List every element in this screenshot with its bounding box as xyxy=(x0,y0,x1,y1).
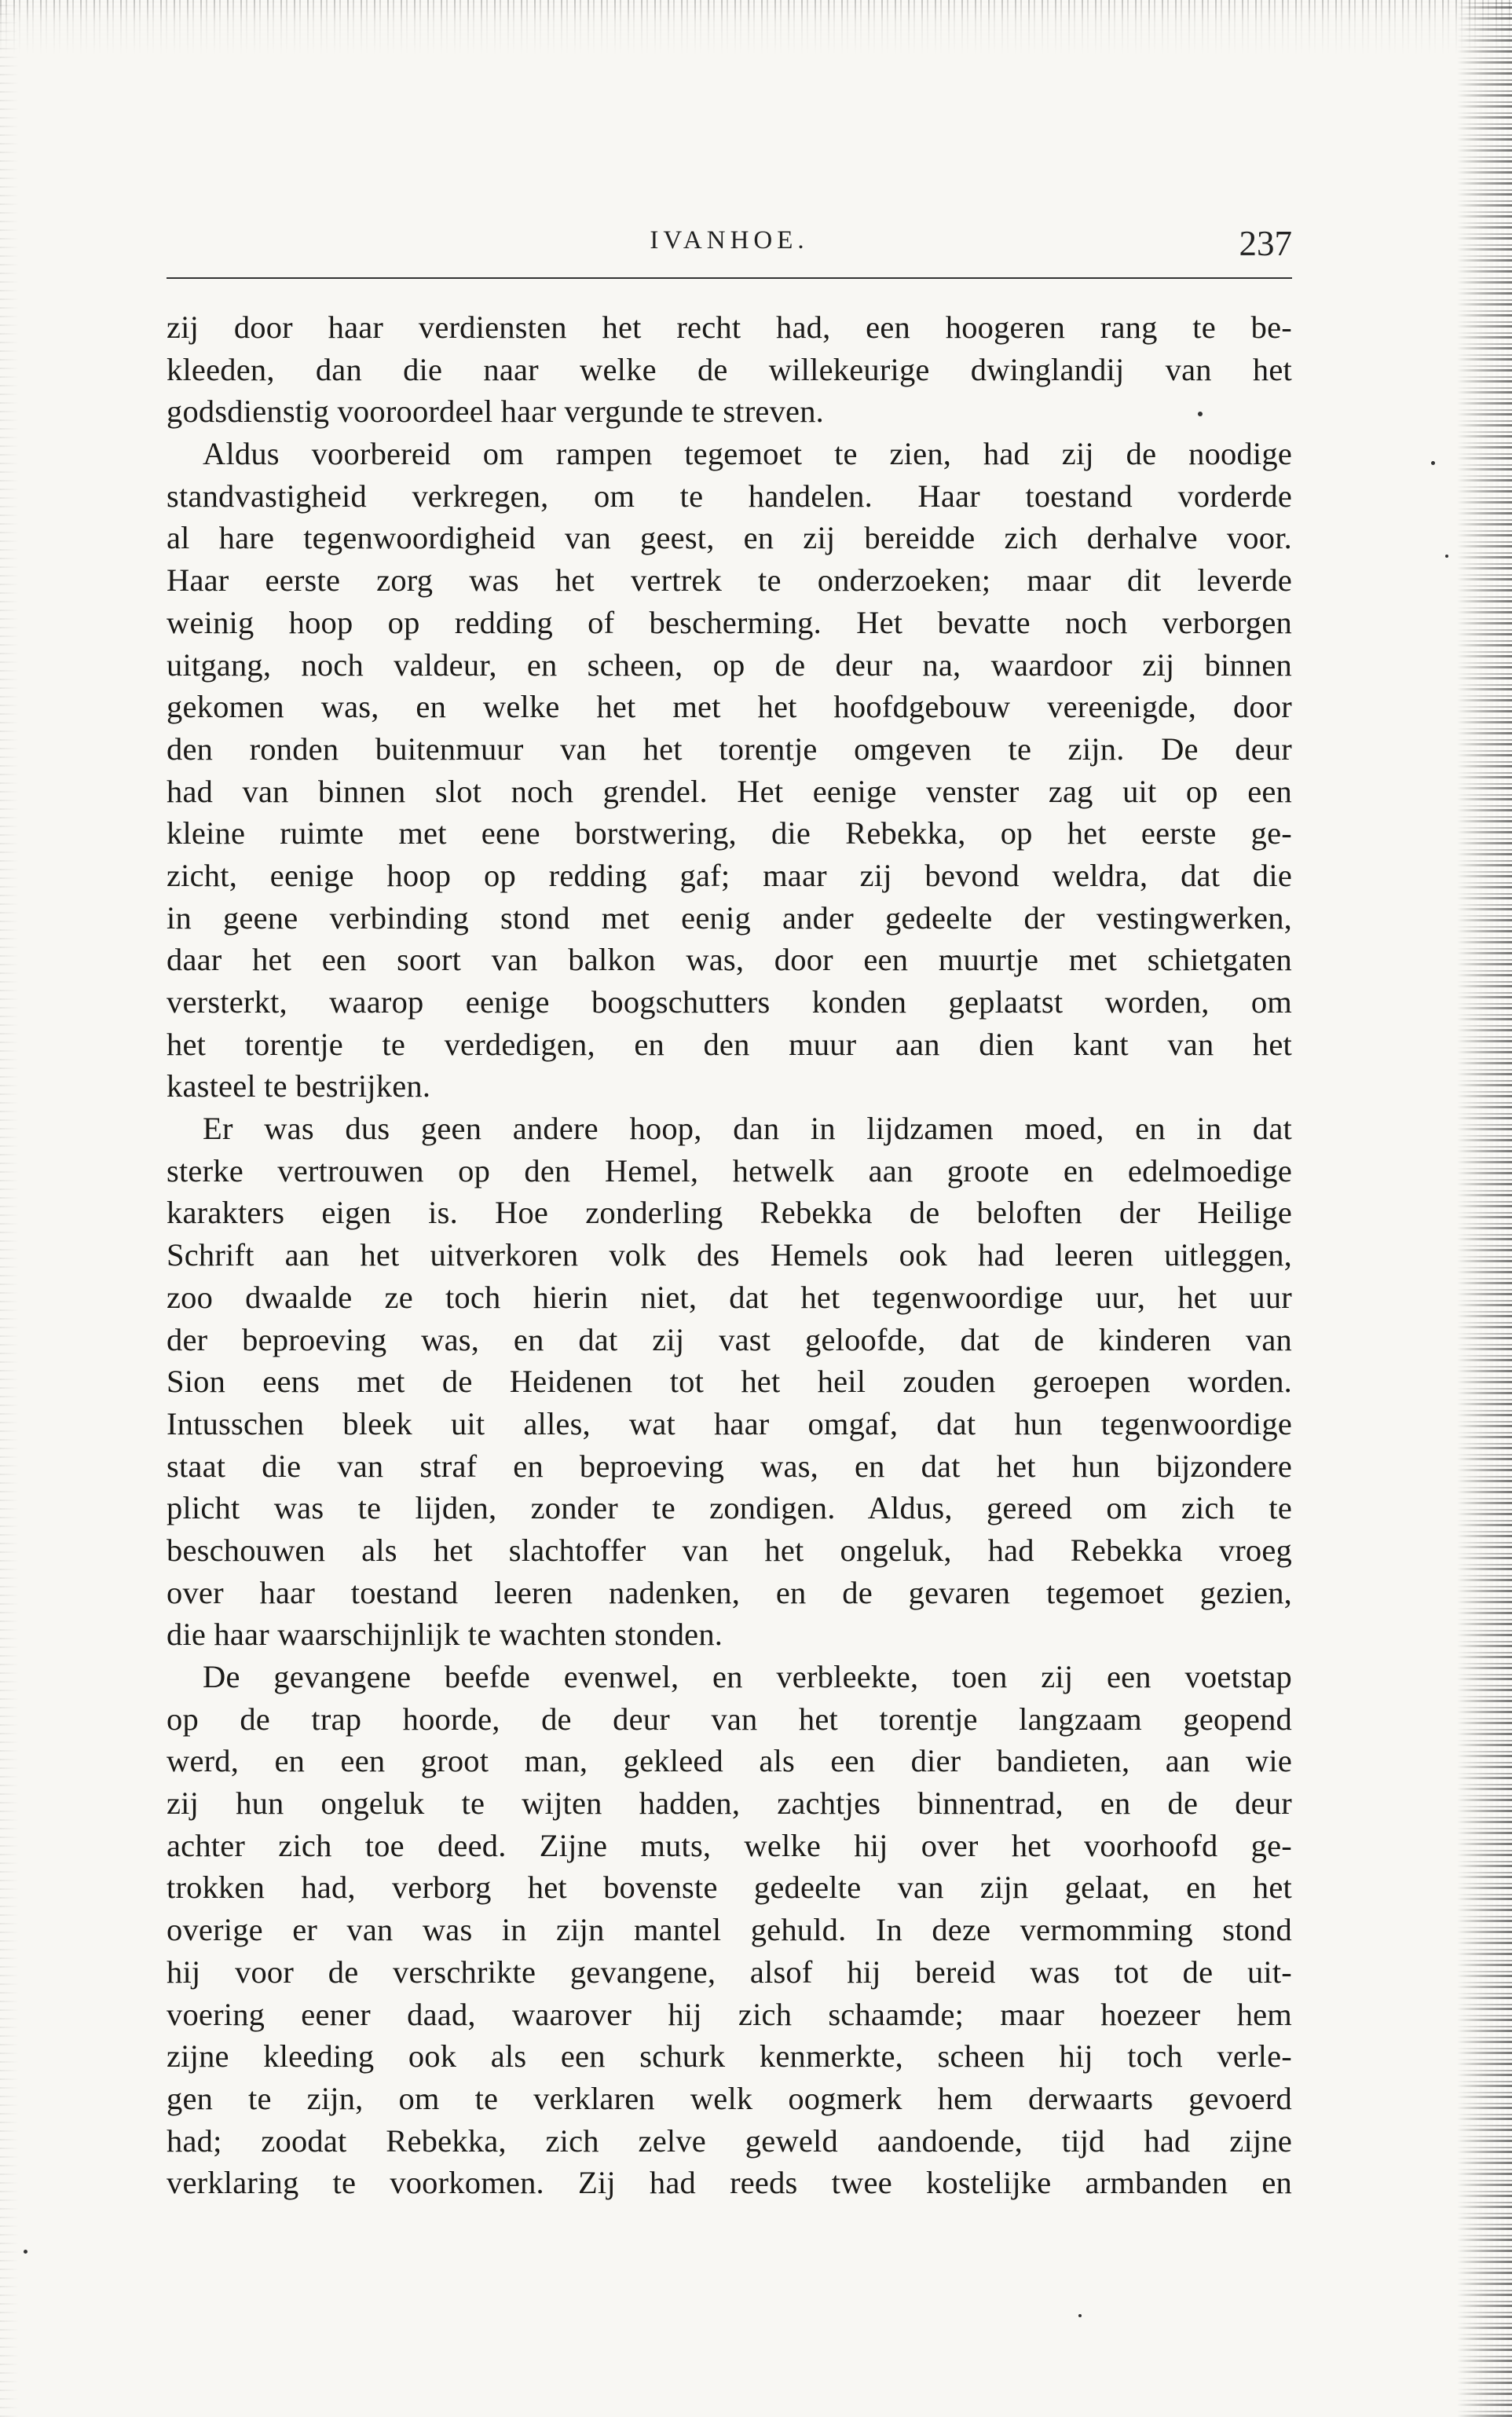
text-line: achter zich toe deed. Zijne muts, welke hij over het voorhoofd ge- xyxy=(167,1827,1292,1863)
text-line: het torentje te verdedigen, en den muur aan dien kant van het xyxy=(167,1026,1292,1062)
text-line: Er was dus geen andere hoop, dan in lijdzamen moed, en in dat xyxy=(203,1111,1292,1147)
text-line: overige er van was in zijn mantel gehuld. In deze vermomming stond xyxy=(167,1912,1292,1948)
scan-speck xyxy=(24,2250,27,2254)
text-line: zijne kleeding ook als een schurk kenmerkte, scheen hij toch verle- xyxy=(167,2038,1292,2075)
text-line: daar het een soort van balkon was, door een muurtje met schietgaten xyxy=(167,942,1292,978)
text-line: zij hun ongeluk te wijten hadden, zachtjes binnentrad, en de deur xyxy=(167,1785,1292,1822)
scan-speck xyxy=(1078,2314,1082,2317)
text-line: Haar eerste zorg was het vertrek te onderzoeken; maar dit leverde xyxy=(167,562,1292,599)
text-line: kasteel te bestrijken. xyxy=(167,1068,431,1104)
text-line: Intusschen bleek uit alles, wat haar omgaf, dat hun tegenwoordige xyxy=(167,1405,1292,1441)
text-line: sterke vertrouwen op den Hemel, hetwelk aan groote en edelmoedige xyxy=(167,1152,1292,1188)
text-line: zij door haar verdiensten het recht had, een hoogeren rang te be- xyxy=(167,309,1292,345)
text-line: in geene verbinding stond met eenig ander gedeelte der vestingwerken, xyxy=(167,899,1292,936)
scan-speck xyxy=(1445,555,1448,558)
text-line: uitgang, noch valdeur, en scheen, op de deur na, waardoor zij binnen xyxy=(167,646,1292,683)
text-line: gen te zijn, om te verklaren welk oogmerk hem derwaarts gevoerd xyxy=(167,2080,1292,2116)
text-line: zoo dwaalde ze toch hierin niet, dat het tegenwoordige uur, het uur xyxy=(167,1279,1292,1315)
scan-edge-top xyxy=(0,0,1512,55)
text-line: Schrift aan het uitverkoren volk des Hemels ook had leeren uitleggen, xyxy=(167,1237,1292,1273)
text-line: over haar toestand leeren nadenken, en de gevaren tegemoet gezien, xyxy=(167,1574,1292,1610)
text-line: kleeden, dan die naar welke de willekeurige dwinglandij van het xyxy=(167,351,1292,387)
text-line: kleine ruimte met eene borstwering, die Rebekka, op het eerste ge- xyxy=(167,815,1292,851)
text-line: Sion eens met de Heidenen tot het heil zouden geroepen worden. xyxy=(167,1364,1292,1400)
body-text xyxy=(167,306,1292,2204)
text-line: werd, en een groot man, gekleed als een dier bandieten, aan wie xyxy=(167,1743,1292,1779)
scan-speck xyxy=(1198,412,1203,416)
text-line: zicht, eenige hoop op redding gaf; maar zij bevond weldra, dat die xyxy=(167,857,1292,893)
text-line: beschouwen als het slachtoffer van het ongeluk, had Rebekka vroeg xyxy=(167,1532,1292,1568)
text-line: al hare tegenwoordigheid van geest, en zij bereidde zich derhalve voor. xyxy=(167,520,1292,556)
text-line: godsdienstig vooroordeel haar vergunde te streven. xyxy=(167,394,825,430)
page-header xyxy=(167,218,1292,273)
text-line: De gevangene beefde evenwel, en verbleekte, toen zij een voetstap xyxy=(203,1659,1292,1694)
text-line: verklaring te voorkomen. Zij had reeds twee kostelijke armbanden en xyxy=(167,2165,1292,2201)
text-line: weinig hoop op redding of bescherming. Het bevatte noch verborgen xyxy=(167,604,1292,640)
text-line: op de trap hoorde, de deur van het torentje langzaam geopend xyxy=(167,1701,1292,1737)
text-line: staat die van straf en beproeving was, en dat het hun bijzondere xyxy=(167,1448,1292,1484)
text-line: had; zoodat Rebekka, zich zelve geweld aandoende, tijd had zijne xyxy=(167,2122,1292,2159)
running-title: IVANHOE. xyxy=(650,226,809,255)
text-line: hij voor de verschrikte gevangene, alsof hij bereid was tot de uit- xyxy=(167,1954,1292,1990)
text-line: voering eener daad, waarover hij zich schaamde; maar hoezeer hem xyxy=(167,1996,1292,2032)
text-line: karakters eigen is. Hoe zonderling Rebekka de beloften der Heilige xyxy=(167,1195,1292,1231)
text-line: Aldus voorbereid om rampen tegemoet te zien, had zij de noodige xyxy=(203,436,1292,472)
text-line: der beproeving was, en dat zij vast geloofde, dat de kinderen van xyxy=(167,1321,1292,1357)
page-number: 237 xyxy=(1239,224,1292,263)
scan-speck xyxy=(1431,461,1435,465)
scan-edge-left xyxy=(0,0,19,2417)
text-line: plicht was te lijden, zonder te zondigen. Aldus, gereed om zich te xyxy=(167,1490,1292,1526)
scan-edge-right xyxy=(1457,0,1512,2417)
text-line: trokken had, verborg het bovenste gedeelte van zijn gelaat, en het xyxy=(167,1870,1292,1906)
text-line: versterkt, waarop eenige boogschutters konden geplaatst worden, om xyxy=(167,984,1292,1020)
text-line: gekomen was, en welke het met het hoofdgebouw vereenigde, door xyxy=(167,689,1292,725)
text-line: standvastigheid verkregen, om te handelen. Haar toestand vorderde xyxy=(167,478,1292,514)
text-line: den ronden buitenmuur van het torentje omgeven te zijn. De deur xyxy=(167,731,1292,767)
text-line: had van binnen slot noch grendel. Het eenige venster zag uit op een xyxy=(167,773,1292,809)
header-rule xyxy=(167,277,1292,279)
text-line: die haar waarschijnlijk te wachten stonden. xyxy=(167,1617,723,1653)
